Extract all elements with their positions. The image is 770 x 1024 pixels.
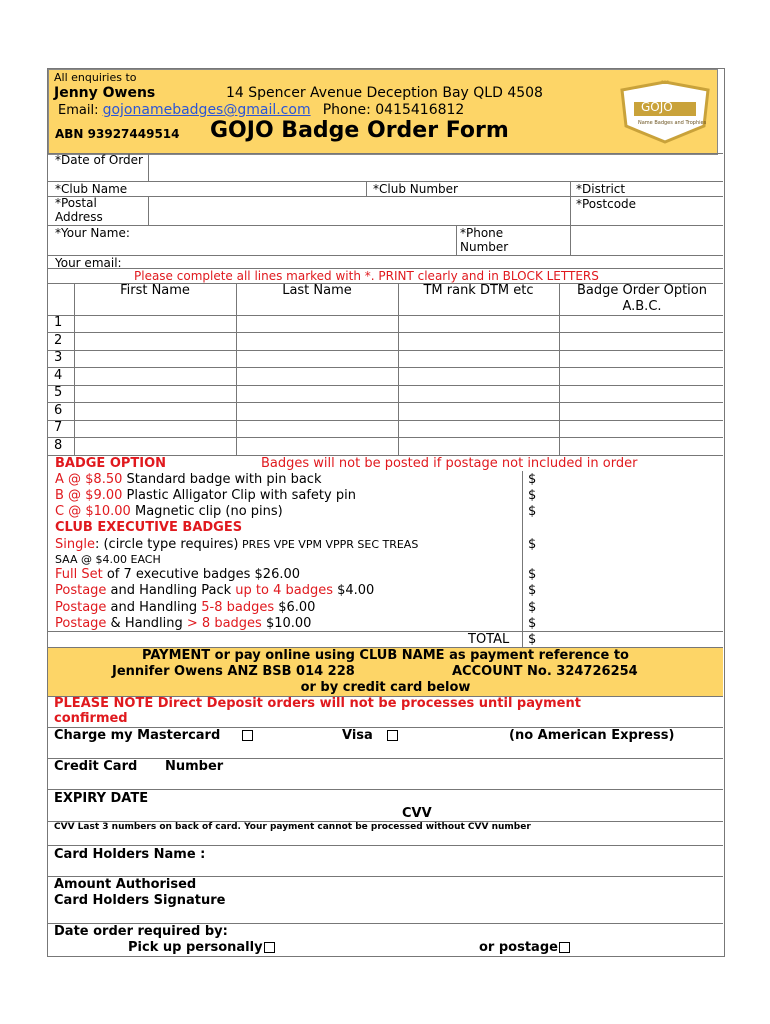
total-label: TOTAL [468, 632, 510, 647]
postage-note: Badges will not be posted if postage not included in order [261, 456, 638, 471]
header-first-name: First Name [120, 283, 190, 298]
single-label: Single [55, 537, 95, 552]
enquiries-text: All enquiries to [54, 71, 137, 84]
row-number: 1 [54, 315, 63, 330]
contact-name: Jenny Owens [54, 85, 156, 101]
pickup-checkbox[interactable] [264, 942, 275, 953]
saa-line: SAA @ $4.00 EACH [55, 553, 161, 566]
full-set-line [55, 567, 300, 582]
postcode-label: *Postcode [576, 197, 637, 211]
header-tm-rank: TM rank DTM etc [423, 283, 534, 298]
date-label: *Date of Order [55, 153, 143, 167]
postage-4-range: up to 4 badges [235, 583, 333, 598]
logo-subtext: Name Badges and Trophies [638, 120, 707, 126]
email-label: Email: [58, 103, 99, 118]
exec-badges-title: CLUB EXECUTIVE BADGES [55, 520, 243, 535]
badge-option-title: BADGE OPTION [55, 456, 167, 471]
your-name-label: *Your Name: [55, 226, 130, 240]
single-roles: PRES VPE VPM VPPR SEC TREAS [238, 538, 419, 551]
credit-card-label: Credit Card [54, 759, 138, 774]
badge-table [48, 283, 723, 455]
payment-line-1: PAYMENT or pay online using CLUB NAME as payment reference to [142, 648, 629, 663]
visa-label [342, 728, 398, 743]
phone-text: Phone: 0415416812 [322, 102, 465, 118]
payment-line-3: or by credit card below [300, 680, 471, 695]
payment-bank: Jennifer Owens ANZ BSB 014 228 [112, 664, 355, 679]
district-label: *District [576, 182, 626, 196]
single-desc: : (circle type requires) [94, 537, 239, 552]
mastercard-checkbox[interactable] [242, 730, 253, 741]
amount-authorised-label: Amount Authorised [54, 877, 197, 892]
option-b-price: B @ $9.00 [55, 488, 123, 503]
postage-checkbox[interactable] [559, 942, 570, 953]
postage-over8-range: > 8 badges [186, 616, 262, 631]
postage-text: or postage [479, 940, 558, 955]
postage-8-price: $6.00 [274, 600, 316, 615]
postage-8-line [55, 600, 315, 615]
postage-word: Postage [55, 583, 107, 598]
email-link[interactable]: gojonamebadges@gmail.com [102, 102, 311, 118]
postage-over8-price: $10.00 [261, 616, 312, 631]
postage-word: Postage [55, 600, 107, 615]
row-number: 5 [54, 385, 63, 400]
visa-checkbox[interactable] [387, 730, 398, 741]
single-line [55, 537, 418, 552]
dollar-full-set: $ [528, 567, 537, 582]
total-dollar: $ [528, 632, 537, 647]
postage-4-price: $4.00 [332, 583, 375, 598]
card-holder-name-input[interactable] [225, 848, 720, 874]
dollar-single: $ [528, 537, 537, 552]
email-line [58, 102, 464, 118]
signature-input[interactable] [230, 878, 720, 922]
card-holder-name-label: Card Holders Name : [54, 847, 206, 862]
full-set-desc: of 7 executive badges $26.00 [102, 567, 301, 582]
no-amex-note: (no American Express) [509, 728, 675, 743]
date-required-label: Date order required by: [54, 924, 228, 939]
option-c [55, 504, 283, 519]
postage-word: Postage [55, 616, 107, 631]
dollar-c: $ [528, 504, 537, 519]
option-c-price: C @ $10.00 [55, 504, 131, 519]
option-a-desc: Standard badge with pin back [122, 472, 322, 487]
option-b-desc: Plastic Alligator Clip with safety pin [122, 488, 356, 503]
postage-over8-mid: & Handling [106, 616, 187, 631]
signature-label: Card Holders Signature [54, 893, 226, 908]
cvv-note: CVV Last 3 numbers on back of card. Your payment cannot be processed without CVV number [54, 822, 531, 832]
your-email-label: Your email: [55, 256, 122, 270]
club-name-label: *Club Name [55, 182, 128, 196]
logo-text: GOJO [641, 100, 673, 114]
dollar-postage-over8: $ [528, 616, 537, 631]
row-number: 3 [54, 350, 63, 365]
postage-over8-line [55, 616, 311, 631]
postage-8-mid: and Handling [106, 600, 202, 615]
postage-label [479, 940, 570, 955]
card-number-label: Number [165, 759, 224, 774]
mastercard-label [54, 728, 253, 743]
postal-address-input[interactable] [150, 198, 568, 224]
postage-4-mid: and Handling Pack [106, 583, 236, 598]
row-number: 4 [54, 368, 63, 383]
option-a-price: A @ $8.50 [55, 472, 123, 487]
expiry-label: EXPIRY DATE [54, 791, 149, 806]
option-c-desc: Magnetic clip (no pins) [130, 504, 283, 519]
header-last-name: Last Name [282, 283, 352, 298]
postal-address-label: *Postal Address [55, 196, 103, 224]
dollar-postage-4: $ [528, 583, 537, 598]
postage-4-line [55, 583, 374, 598]
gojo-logo [616, 80, 714, 144]
postage-8-range: 5-8 badges [201, 600, 275, 615]
row-number: 6 [54, 403, 63, 418]
header-badge-option: Badge Order Option A.B.C. [577, 283, 707, 314]
contact-address: 14 Spencer Avenue Deception Bay QLD 4508 [226, 85, 543, 101]
phone-label: *Phone Number [460, 226, 509, 254]
pickup-text: Pick up personally [128, 940, 263, 955]
mastercard-text: Charge my Mastercard [54, 728, 221, 743]
page-title: GOJO Badge Order Form [210, 118, 509, 143]
cvv-label: CVV [402, 806, 432, 821]
date-input[interactable] [150, 155, 720, 180]
payment-account: ACCOUNT No. 324726254 [452, 664, 638, 679]
abn-text: ABN 93927449514 [55, 127, 180, 141]
card-number-input[interactable] [240, 760, 720, 786]
full-set-label: Full Set [55, 567, 103, 582]
dollar-postage-8: $ [528, 600, 537, 615]
row-number: 8 [54, 438, 63, 453]
form-notice: Please complete all lines marked with *. PRINT clearly and in BLOCK LETTERS [134, 269, 599, 283]
option-a [55, 472, 321, 487]
row-number: 2 [54, 333, 63, 348]
club-number-label: *Club Number [373, 182, 458, 196]
dollar-b: $ [528, 488, 537, 503]
pickup-label [128, 940, 275, 955]
option-b [55, 488, 356, 503]
deposit-note: PLEASE NOTE Direct Deposit orders will not be processes until payment confirmed [54, 696, 581, 726]
dollar-a: $ [528, 472, 537, 487]
row-number: 7 [54, 420, 63, 435]
visa-text: Visa [342, 728, 373, 743]
